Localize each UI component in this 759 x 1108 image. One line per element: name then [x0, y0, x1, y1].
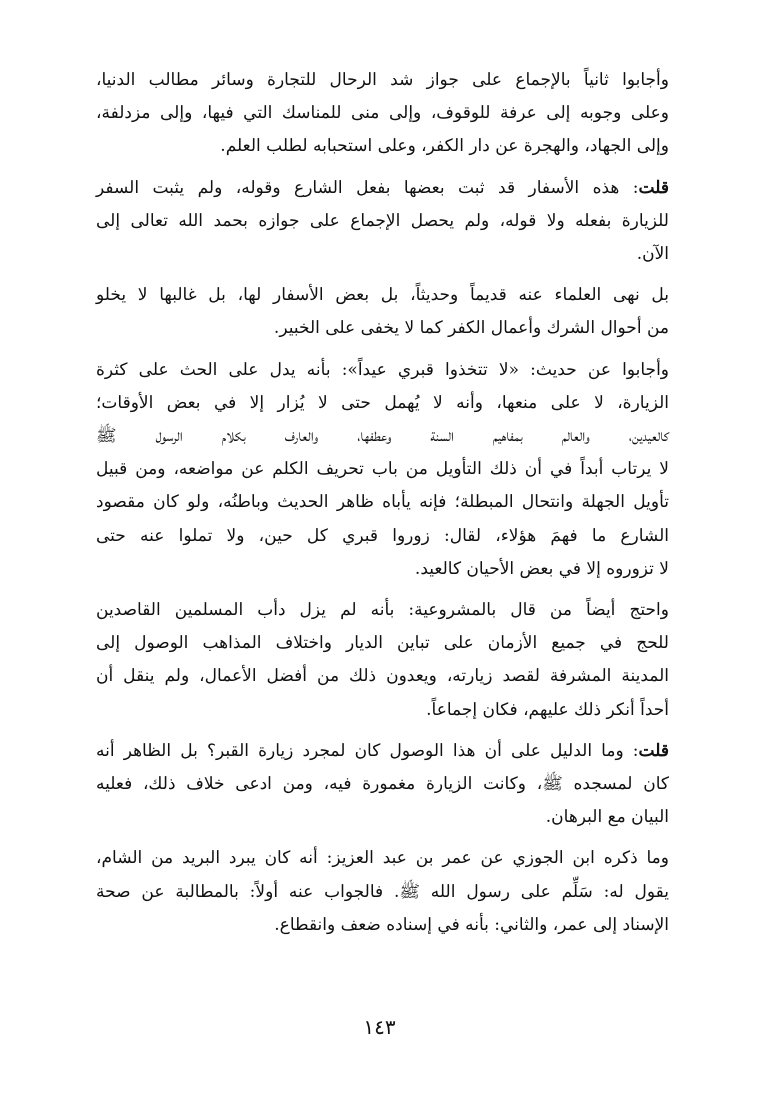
paragraph	[96, 594, 669, 727]
line-text: من أحوال الشرك وأعمال الكفر كما لا يخفى على الخبير.	[273, 318, 669, 339]
line-text: واحتج أيضاً من قال بالمشروعية: بأنه لم يزل دأب المسلمين القاصدين	[96, 600, 669, 621]
line-text: : هذه الأسفار قد ثبت بعضها بفعل الشارع وقوله، ولم يثبت السفر	[96, 177, 639, 198]
paragraph	[96, 354, 669, 586]
line-text: لا تزوروه إلا في بعض الأحيان كالعيد.	[414, 558, 669, 579]
line-text: كان لمسجده ﷺ، وكانت الزيارة مغمورة فيه، ومن ادعى خلاف ذلك، فعليه	[96, 774, 669, 795]
text-line	[96, 768, 669, 801]
line-text: للزيارة بفعله ولا قوله، ولم يحصل الإجماع على جوازه بحمد الله تعالى إلى	[96, 210, 669, 231]
text-line	[96, 553, 669, 586]
paragraph	[96, 172, 669, 272]
text-line	[96, 387, 669, 420]
line-text: : وما الدليل على أن هذا الوصول كان لمجرد زيارة القبر؟ بل الظاهر أنه	[96, 740, 639, 761]
paragraph	[96, 64, 669, 164]
text-line	[96, 64, 669, 97]
paragraph-lead: قلت	[638, 740, 669, 761]
paragraph	[96, 842, 669, 942]
line-text: الشارع ما فهمَ هؤلاء، لقال: زوروا قبري كل حين، ولا تملوا عنه حتى	[96, 525, 669, 546]
text-line	[96, 205, 669, 238]
line-text: الزيارة، لا على منعها، وأنه لا يُهمل حتى لا يُزار إلا في بعض الأوقات؛	[96, 392, 669, 413]
paragraph	[96, 735, 669, 835]
line-text: وما ذكره ابن الجوزي عن عمر بن عبد العزيز: أنه كان يبرد البريد من الشام،	[96, 848, 669, 869]
line-text: للحج في جميع الأزمان على تباين الديار واختلاف المذاهب الوصول إلى	[96, 633, 669, 654]
text-line	[96, 842, 669, 875]
page-number: ١٤٣	[363, 1015, 396, 1039]
text-line	[96, 354, 669, 387]
text-line	[96, 130, 669, 163]
line-text: المدينة المشرفة لقصد زيارته، ويعدون ذلك من أفضل الأعمال، ولم ينقل أن	[96, 666, 669, 687]
text-line	[96, 660, 669, 693]
body-text	[96, 64, 669, 942]
line-text: أحداً أنكر ذلك عليهم، فكان إجماعاً.	[426, 699, 669, 720]
line-text: تأويل الجهلة وانتحال المبطلة؛ فإنه يأباه ظاهر الحديث وباطنُه، ولو كان مقصود	[96, 492, 669, 513]
line-text: الإسناد إلى عمر، والثاني: بأنه في إسناده ضعف وانقطاع.	[274, 914, 669, 935]
line-text: وعلى وجوبه إلى عرفة للوقوف، وإلى منى للمناسك التي فيها، وإلى مزدلفة،	[96, 103, 669, 124]
text-line	[96, 909, 669, 942]
text-line	[96, 876, 669, 909]
text-line	[96, 735, 669, 768]
line-text: الآن.	[636, 244, 669, 265]
text-line	[96, 420, 669, 453]
text-line	[96, 520, 669, 553]
paragraph-lead: قلت	[638, 177, 669, 198]
text-line	[96, 594, 669, 627]
line-text: بل نهى العلماء عنه قديماً وحديثاً، بل بعض الأسفار لها، بل غالبها لا يخلو	[96, 285, 669, 306]
line-text: البيان مع البرهان.	[545, 807, 669, 828]
line-text: لا يرتاب أبداً في أن ذلك التأويل من باب تحريف الكلم عن مواضعه، ومن قبيل	[96, 459, 669, 480]
text-line	[96, 312, 669, 345]
text-line	[96, 694, 669, 727]
paragraph	[96, 279, 669, 345]
line-text: وأجابوا عن حديث: «لا تتخذوا قبري عيداً»: بأنه يدل على الحث على كثرة	[96, 359, 669, 380]
line-text: وإلى الجهاد، والهجرة عن دار الكفر، وعلى استحبابه لطلب العلم.	[220, 136, 669, 157]
text-line	[96, 172, 669, 205]
text-line	[96, 453, 669, 486]
text-line	[96, 97, 669, 130]
text-line	[96, 627, 669, 660]
line-text: يقول له: سَلِّم على رسول الله ﷺ. فالجواب عنه أولاً: بالمطالبة عن صحة	[96, 881, 669, 902]
text-line	[96, 238, 669, 271]
line-text: كالعيدين، والعالم بمفاهيم السنة وعطفها، والعارف بكلام الرسول ﷺ	[96, 426, 669, 447]
line-text: وأجابوا ثانياً بالإجماع على جواز شد الرحال للتجارة وسائر مطالب الدنيا،	[96, 70, 669, 90]
text-line	[96, 801, 669, 834]
text-line	[96, 486, 669, 519]
text-line	[96, 279, 669, 312]
